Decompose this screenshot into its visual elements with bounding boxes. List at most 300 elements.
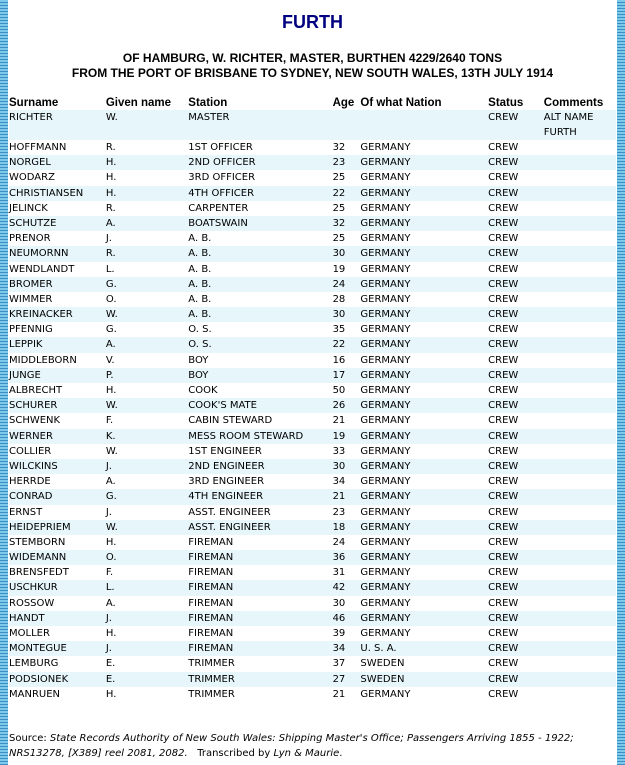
cell-nation: GERMANY	[360, 246, 488, 261]
cell-status: CREW	[488, 688, 519, 700]
cell-comments	[544, 672, 616, 687]
cell-status: CREW	[488, 459, 544, 474]
cell-comments	[544, 596, 616, 611]
table-row	[9, 307, 616, 322]
cell-given-name: G.	[105, 324, 117, 336]
cell-age: 19	[333, 429, 361, 444]
cell-station: MESS ROOM STEWARD	[188, 429, 332, 444]
cell-given-name: W.	[105, 445, 118, 457]
cell-comments	[544, 353, 616, 368]
cell-age: 36	[333, 550, 361, 565]
cell-status: CREW	[488, 550, 544, 565]
cell-surname: HANDT	[9, 611, 106, 626]
cell-station: 3RD ENGINEER	[188, 476, 265, 488]
table-row	[9, 580, 616, 595]
table-row	[9, 474, 616, 489]
cell-surname: WILCKINS	[9, 459, 106, 474]
table-row	[9, 641, 616, 656]
table-row	[9, 322, 616, 337]
footer-end: .	[339, 748, 343, 759]
cell-status: CREW	[488, 172, 519, 184]
cell-age: 39	[332, 628, 346, 639]
cell-comments	[544, 626, 616, 641]
cell-given-name: H.	[105, 536, 117, 548]
cell-surname: CONRAD	[9, 489, 106, 504]
header-surname: Surname	[9, 96, 59, 109]
table-row	[9, 459, 616, 474]
cell-nation: GERMANY	[360, 476, 411, 488]
cell-nation: GERMANY	[360, 216, 488, 231]
table-row	[9, 429, 616, 444]
cell-given-name: L.	[106, 580, 188, 595]
table-row	[9, 353, 616, 368]
cell-age: 31	[332, 567, 346, 579]
cell-nation: GERMANY	[360, 536, 411, 548]
cell-surname: WIMMER	[9, 293, 53, 305]
cell-surname: RICHTER	[9, 110, 106, 140]
table-row	[9, 170, 616, 185]
cell-nation: GERMANY	[360, 155, 488, 170]
header-station: Station	[188, 96, 228, 109]
cell-status: CREW	[488, 354, 519, 366]
cell-nation: GERMANY	[360, 337, 488, 352]
cell-station: BOY	[188, 368, 332, 383]
cell-surname: BRENSFEDT	[9, 567, 69, 579]
cell-age: 30	[333, 307, 361, 322]
cell-nation: GERMANY	[360, 489, 488, 504]
cell-surname: NORGEL	[9, 155, 106, 170]
table-row	[9, 596, 616, 611]
page-content	[9, 0, 616, 765]
cell-station: O. S.	[188, 337, 332, 352]
cell-given-name: P.	[106, 368, 188, 383]
cell-surname: STEMBORN	[9, 536, 66, 548]
cell-nation: GERMANY	[360, 520, 488, 535]
cell-surname: JUNGE	[9, 368, 106, 383]
table-row	[9, 383, 616, 398]
cell-comments	[544, 246, 616, 261]
cell-status: CREW	[488, 580, 544, 595]
table-row	[9, 201, 616, 216]
table-row	[9, 110, 616, 140]
cell-surname: MIDDLEBORN	[9, 354, 77, 366]
crew-table-body	[9, 110, 616, 702]
cell-status: CREW	[488, 429, 544, 444]
cell-age: 18	[333, 520, 361, 535]
cell-nation: GERMANY	[360, 580, 488, 595]
cell-given-name: A.	[105, 476, 116, 488]
table-row	[9, 520, 616, 535]
cell-given-name: J.	[105, 233, 112, 245]
cell-station: A. B.	[188, 233, 212, 245]
cell-age: 37	[332, 658, 346, 670]
left-border	[0, 0, 8, 765]
cell-age: 46	[333, 611, 361, 626]
table-row	[9, 368, 616, 383]
cell-station: A. B.	[188, 246, 332, 261]
cell-nation: GERMANY	[360, 506, 411, 518]
cell-station: FIREMAN	[188, 628, 234, 639]
cell-age: 30	[332, 597, 346, 609]
cell-given-name: R.	[105, 142, 116, 153]
cell-station: 1ST ENGINEER	[188, 445, 262, 457]
cell-status: CREW	[488, 337, 544, 352]
table-row	[9, 626, 616, 641]
table-row	[9, 505, 616, 520]
cell-station: 2ND ENGINEER	[188, 459, 332, 474]
cell-age: 23	[333, 155, 361, 170]
cell-comments	[544, 368, 616, 383]
subtitle-voyage-info: FROM THE PORT OF BRISBANE TO SYDNEY, NEW SOUTH WALES, 13TH JULY 1914	[71, 66, 554, 80]
cell-given-name: W.	[106, 307, 188, 322]
cell-station: COOK'S MATE	[188, 398, 332, 413]
cell-station: CARPENTER	[188, 202, 249, 214]
cell-given-name: W.	[106, 398, 188, 413]
table-row	[9, 489, 616, 504]
cell-comments	[544, 489, 616, 504]
cell-status: CREW	[488, 658, 519, 670]
cell-status: CREW	[488, 611, 544, 626]
cell-comments	[544, 231, 616, 246]
cell-age: 24	[333, 277, 361, 292]
cell-nation: GERMANY	[360, 277, 488, 292]
cell-given-name: G.	[106, 277, 188, 292]
cell-comments	[544, 656, 616, 671]
cell-surname: PFENNIG	[9, 324, 53, 336]
cell-age: 32	[333, 216, 361, 231]
cell-comments	[544, 322, 616, 337]
cell-nation: GERMANY	[360, 567, 411, 579]
cell-station: 4TH ENGINEER	[188, 489, 332, 504]
cell-nation: GERMANY	[360, 385, 411, 396]
table-row	[9, 140, 616, 155]
cell-age: 22	[333, 337, 361, 352]
cell-station: ASST. ENGINEER	[188, 506, 271, 518]
cell-station: FIREMAN	[188, 536, 234, 548]
cell-station: FIREMAN	[188, 567, 234, 579]
cell-station: BOATSWAIN	[188, 216, 332, 231]
cell-comments	[544, 155, 616, 170]
cell-given-name: A.	[105, 597, 116, 609]
cell-station: TRIMMER	[188, 658, 235, 670]
cell-nation: GERMANY	[360, 142, 411, 153]
cell-nation: GERMANY	[360, 293, 411, 305]
cell-given-name: H.	[105, 688, 117, 700]
cell-comments	[544, 140, 616, 155]
cell-given-name: O.	[105, 293, 117, 305]
cell-station: MASTER	[188, 110, 332, 140]
cell-surname: PODSIONEK	[9, 672, 106, 687]
cell-given-name: H.	[105, 172, 117, 184]
table-row	[9, 262, 616, 277]
cell-status: CREW	[488, 476, 519, 488]
table-row	[9, 292, 616, 307]
cell-station: A. B.	[188, 277, 332, 292]
cell-given-name: K.	[106, 429, 188, 444]
cell-comments	[544, 337, 616, 352]
cell-status: CREW	[488, 277, 544, 292]
cell-surname: HERRDE	[9, 476, 51, 488]
cell-given-name: J.	[106, 641, 188, 656]
cell-age: 27	[333, 672, 361, 687]
cell-age: 30	[333, 459, 361, 474]
cell-age: 34	[332, 476, 346, 488]
cell-age	[333, 110, 361, 140]
cell-given-name: J.	[106, 459, 188, 474]
table-row	[9, 186, 616, 201]
cell-age: 35	[332, 324, 346, 336]
page-title: FURTH	[282, 12, 343, 32]
cell-nation: GERMANY	[360, 459, 488, 474]
cell-station: O. S.	[188, 324, 212, 336]
cell-status: CREW	[488, 216, 544, 231]
cell-station: TRIMMER	[188, 688, 235, 700]
cell-given-name: W.	[106, 520, 188, 535]
cell-given-name: A.	[106, 337, 188, 352]
table-row	[9, 216, 616, 231]
header-given-name: Given name	[105, 96, 172, 109]
cell-station: FIREMAN	[188, 641, 332, 656]
table-row	[9, 550, 616, 565]
cell-surname: LEPPIK	[9, 337, 106, 352]
table-row	[9, 611, 616, 626]
cell-status: CREW	[488, 202, 519, 214]
cell-status: CREW	[488, 324, 519, 336]
cell-nation: GERMANY	[360, 368, 488, 383]
cell-comments	[544, 687, 616, 702]
cell-surname: KREINACKER	[9, 307, 106, 322]
cell-nation: GERMANY	[360, 398, 488, 413]
cell-age: 21	[333, 489, 361, 504]
table-row	[9, 565, 616, 580]
cell-status: CREW	[488, 142, 519, 153]
cell-comments	[544, 641, 616, 656]
header-age: Age	[332, 96, 355, 109]
cell-comments	[544, 505, 616, 520]
cell-status: CREW	[488, 567, 519, 579]
cell-comments	[544, 216, 616, 231]
cell-station: A. B.	[188, 307, 332, 322]
cell-nation: GERMANY	[360, 415, 411, 427]
cell-given-name: E.	[106, 672, 188, 687]
cell-nation	[360, 110, 488, 140]
cell-given-name: R.	[106, 246, 188, 261]
cell-age: 33	[332, 445, 346, 457]
cell-status: CREW	[488, 672, 544, 687]
cell-comments	[544, 413, 616, 428]
cell-surname: COLLIER	[9, 445, 52, 457]
cell-comments	[544, 474, 616, 489]
cell-status: CREW	[488, 536, 519, 548]
header-status: Status	[488, 96, 524, 109]
cell-age: 17	[333, 368, 361, 383]
cell-age: 19	[332, 263, 346, 275]
cell-nation: GERMANY	[360, 172, 411, 184]
cell-given-name: E.	[105, 658, 116, 670]
transcribers: Lyn & Maurie	[273, 748, 340, 759]
cell-given-name: L.	[105, 263, 115, 275]
cell-station: FIREMAN	[188, 580, 332, 595]
cell-given-name: H.	[105, 385, 117, 396]
cell-given-name: J.	[105, 506, 112, 518]
table-row	[9, 535, 616, 550]
cell-nation: GERMANY	[360, 263, 411, 275]
cell-comments	[544, 611, 616, 626]
cell-status: CREW	[488, 155, 544, 170]
header-comments: Comments	[543, 96, 604, 109]
cell-surname: CHRISTIANSEN	[9, 186, 106, 201]
cell-status: CREW	[488, 110, 544, 140]
header-nation: Of what Nation	[360, 96, 442, 109]
cell-age: 25	[332, 233, 346, 245]
cell-nation: GERMANY	[360, 186, 488, 201]
cell-comments	[544, 444, 616, 459]
cell-nation: U. S. A.	[360, 641, 488, 656]
source-citation: State Records Authority of New South Wales: Shipping Master's Office; Passengers Arriving 1855 - 1922; NRS13278, [X389] reel 2081, 2082.	[9, 733, 574, 759]
cell-surname: HOFFMANN	[9, 142, 67, 153]
cell-nation: GERMANY	[360, 550, 488, 565]
cell-station: 4TH OFFICER	[188, 186, 332, 201]
cell-age: 25	[332, 202, 346, 214]
cell-surname: SCHWENK	[9, 415, 61, 427]
cell-surname: NEUMORNN	[9, 246, 106, 261]
cell-station: FIREMAN	[188, 597, 234, 609]
cell-age: 26	[333, 398, 361, 413]
cell-station: COOK	[188, 385, 218, 396]
cell-comments	[544, 277, 616, 292]
cell-given-name: H.	[106, 155, 188, 170]
cell-status: CREW	[488, 307, 544, 322]
cell-comments	[544, 398, 616, 413]
cell-surname: HEIDEPRIEM	[9, 520, 106, 535]
cell-station: A. B.	[188, 263, 212, 275]
cell-given-name: A.	[106, 216, 188, 231]
table-row	[9, 277, 616, 292]
cell-status: CREW	[488, 628, 519, 639]
cell-nation: GERMANY	[360, 445, 411, 457]
cell-status: CREW	[488, 233, 519, 245]
cell-given-name: R.	[105, 202, 116, 214]
cell-comments	[544, 170, 616, 185]
cell-surname: SCHURER	[9, 398, 106, 413]
cell-station: BOY	[188, 354, 209, 366]
cell-given-name: W.	[106, 110, 188, 140]
cell-nation: GERMANY	[360, 597, 411, 609]
cell-given-name: H.	[105, 628, 117, 639]
cell-age: 28	[332, 293, 346, 305]
table-row	[9, 337, 616, 352]
subtitle-ship-info: OF HAMBURG, W. RICHTER, MASTER, BURTHEN 4229/2640 TONS	[122, 51, 503, 65]
cell-comments	[544, 186, 616, 201]
table-header-row	[9, 95, 616, 110]
table-row	[9, 155, 616, 170]
cell-comments	[544, 307, 616, 322]
cell-given-name: G.	[106, 489, 188, 504]
table-row	[9, 413, 616, 428]
cell-given-name: J.	[106, 611, 188, 626]
cell-status: CREW	[488, 385, 519, 396]
cell-age: 22	[333, 186, 361, 201]
cell-comments	[544, 459, 616, 474]
cell-age: 34	[333, 641, 361, 656]
cell-comments	[544, 580, 616, 595]
cell-comments	[544, 565, 616, 580]
cell-status: CREW	[488, 415, 519, 427]
transcribed-prefix: Transcribed by	[187, 748, 274, 759]
table-row	[9, 687, 616, 702]
cell-surname: MONTEGUE	[9, 641, 106, 656]
cell-surname: WERNER	[9, 429, 106, 444]
cell-station: ASST. ENGINEER	[188, 520, 332, 535]
cell-comments	[544, 520, 616, 535]
table-row	[9, 231, 616, 246]
table-row	[9, 398, 616, 413]
cell-surname: SCHUTZE	[9, 216, 106, 231]
cell-given-name: F.	[105, 567, 114, 579]
cell-station: FIREMAN	[188, 611, 332, 626]
cell-station: TRIMMER	[188, 672, 332, 687]
cell-status: CREW	[488, 489, 544, 504]
table-row	[9, 672, 616, 687]
cell-status: CREW	[488, 246, 544, 261]
cell-nation: SWEDEN	[360, 658, 405, 670]
right-border	[617, 0, 625, 765]
cell-status: CREW	[488, 506, 519, 518]
cell-comments: ALT NAME FURTH	[544, 110, 616, 140]
cell-surname: PRENOR	[9, 233, 51, 245]
cell-nation: GERMANY	[360, 202, 411, 214]
table-row	[9, 246, 616, 261]
cell-comments	[544, 292, 616, 307]
cell-status: CREW	[488, 186, 544, 201]
cell-surname: BROMER	[9, 277, 106, 292]
source-prefix: Source:	[9, 733, 50, 744]
cell-status: CREW	[488, 368, 544, 383]
cell-age: 21	[332, 688, 346, 700]
cell-status: CREW	[488, 597, 519, 609]
cell-status: CREW	[488, 520, 544, 535]
cell-age: 21	[332, 415, 346, 427]
cell-age: 24	[332, 536, 346, 548]
cell-given-name: F.	[105, 415, 114, 427]
cell-station: CABIN STEWARD	[188, 415, 273, 427]
table-row	[9, 444, 616, 459]
cell-surname: JELINCK	[9, 202, 48, 214]
cell-comments	[544, 201, 616, 216]
cell-surname: ERNST	[9, 506, 43, 518]
cell-nation: GERMANY	[360, 611, 488, 626]
cell-surname: USCHKUR	[9, 580, 106, 595]
cell-nation: GERMANY	[360, 688, 411, 700]
cell-surname: WODARZ	[9, 172, 55, 184]
cell-nation: GERMANY	[360, 354, 411, 366]
cell-status: CREW	[488, 293, 519, 305]
cell-comments	[544, 535, 616, 550]
cell-nation: GERMANY	[360, 628, 411, 639]
cell-given-name: V.	[105, 354, 115, 366]
cell-comments	[544, 429, 616, 444]
cell-status: CREW	[488, 641, 544, 656]
cell-age: 30	[333, 246, 361, 261]
cell-status: CREW	[488, 398, 544, 413]
cell-nation: GERMANY	[360, 233, 411, 245]
cell-station: 2ND OFFICER	[188, 155, 332, 170]
cell-comments	[544, 262, 616, 277]
cell-comments	[544, 383, 616, 398]
cell-station: 1ST OFFICER	[188, 142, 253, 153]
crew-table	[9, 95, 616, 702]
cell-age: 50	[332, 385, 346, 396]
